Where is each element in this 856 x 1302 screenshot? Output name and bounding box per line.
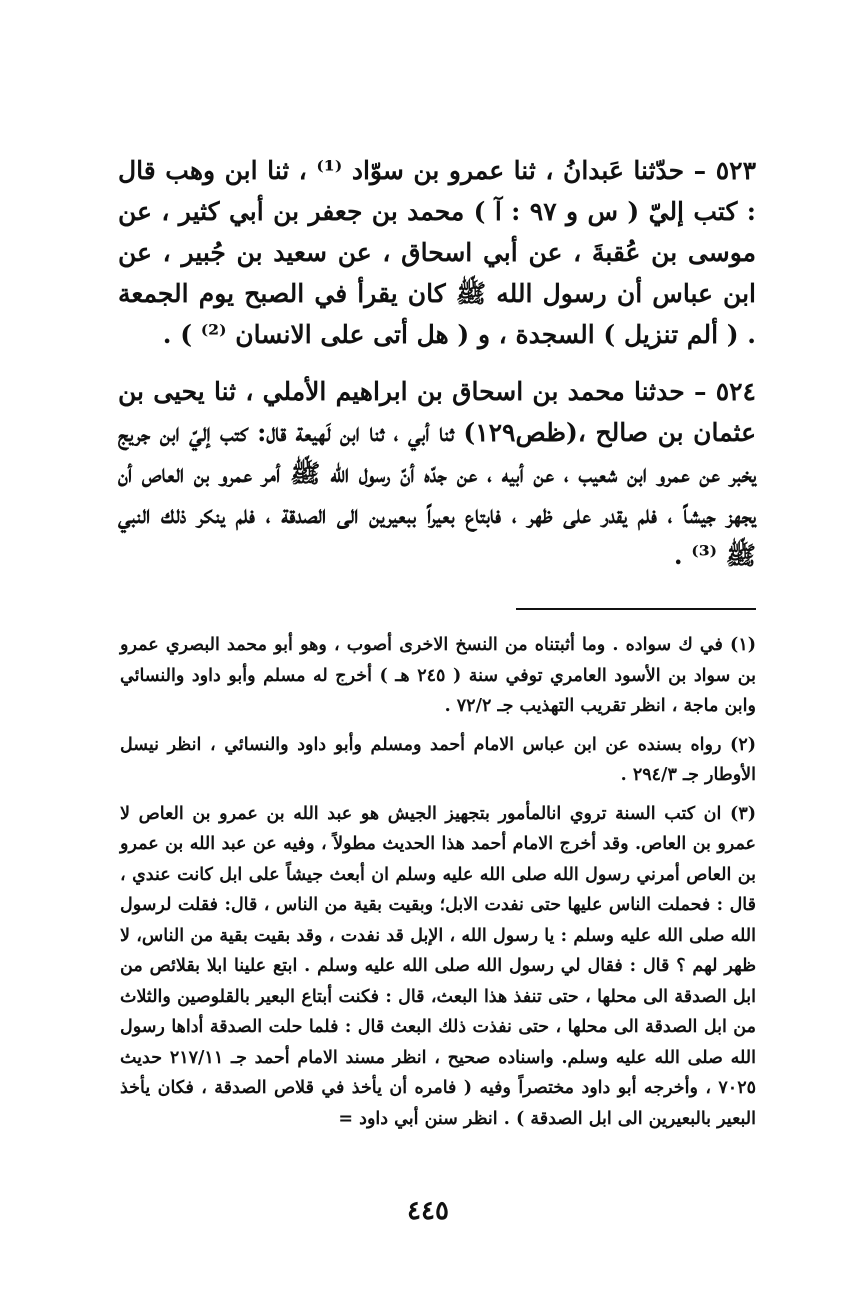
- footnote-divider: [516, 608, 756, 610]
- hadith-523: ٥٢٣ – حدّثنا عَبدانُ ، ثنا عمرو بن سوّاد ⁽¹⁾ ، ثنا ابن وهب قال : كتب إليّ ( س و ٩٧ : آ ) محمد بن جعفر بن أبي كثير ، عن موسى بن عُقبةَ ، عن أبي اسحاق ، عن سعيد بن جُبير ، عن ابن عباس أن رسول الله ﷺ كان يقرأ في الصبح يوم الجمعة . ( ألم تنزيل ) السجدة ، و ( هل أتى على الانسان ⁽²⁾ ) .: [118, 156, 757, 349]
- hadith-524: ٥٢٤ – حدثنا محمد بن اسحاق بن ابراهيم الأملي ، ثنا يحيى بن عثمان بن صالح ،(ظص١٢٩) ثنا أبي ، ثنا ابن لَهيعة قال: كتب إليّ ابن جريج يخبر عن عمرو ابن شعيب ، عن أبيه ، عن جدّه أنّ رسول الله ﷺ أمر عمرو بن العاص أن يجهز جيشاً ، فلم يقدر على ظهر ، فابتاع بعيراً ببعيرين الى الصدقة ، فلم ينكر ذلك النبي ﷺ ⁽³⁾ .: [118, 377, 757, 570]
- footnotes: [120, 630, 756, 1142]
- footnote-2: (٢) رواه بسنده عن ابن عباس الامام أحمد ومسلم وأبو داود والنسائي ، انظر نيسل الأوطار جـ ٢٩٤/٣ .: [120, 734, 756, 785]
- page-number: ٤٤٥: [407, 1196, 449, 1226]
- main-text: [118, 150, 756, 592]
- footnote-1: (١) في ك سواده . وما أثبتناه من النسخ الاخرى أصوب ، وهو أبو محمد البصري عمرو بن سواد بن الأسود العامري توفي سنة ( ٢٤٥ هـ ) أخرج له مسلم وأبو داود والنسائي وابن ماجة ، انظر تقريب التهذيب جـ ٧٢/٢ .: [120, 635, 756, 716]
- footnote-3: (٣) ان كتب السنة تروي انالمأمور بتجهيز الجيش هو عبد الله بن عمرو بن العاص لا عمرو بن العاص. وقد أخرج الامام أحمد هذا الحديث مطولاً ، وفيه عن عبد الله بن عمرو بن العاص أمرني رسول الله صلى الله عليه وسلم ان أبعث جيشاً على ابل كانت عندي ، قال : فحملت الناس عليها حتى نفدت الابل؛ وبقيت بقية من الناس ، قال: فقلت لرسول الله صلى الله عليه وسلم : يا رسول الله ، الإبل قد نفدت ، وقد بقيت بقية من الناس، لا ظهر لهم ؟ قال : فقال لي رسول الله صلى الله عليه وسلم . ابتع علينا ابلا بقلائص من ابل الصدقة الى محلها ، حتى تنفذ هذا البعث، قال : فكنت أبتاع البعير بالقلوصين والثلاث من ابل الصدقة الى محلها ، حتى نفذت ذلك البعث قال : فلما حلت الصدقة أداها رسول الله صلى الله عليه وسلم. واسناده صحيح ، انظر مسند الامام أحمد جـ ٢١٧/١١ حديث ٧٠٢٥ ، وأخرجه أبو داود مختصراً وفيه ( فامره أن يأخذ في قلاص الصدقة ، فكان يأخذ البعير بالبعيرين الى ابل الصدقة ) . انظر سنن أبي داود =: [120, 803, 757, 1129]
